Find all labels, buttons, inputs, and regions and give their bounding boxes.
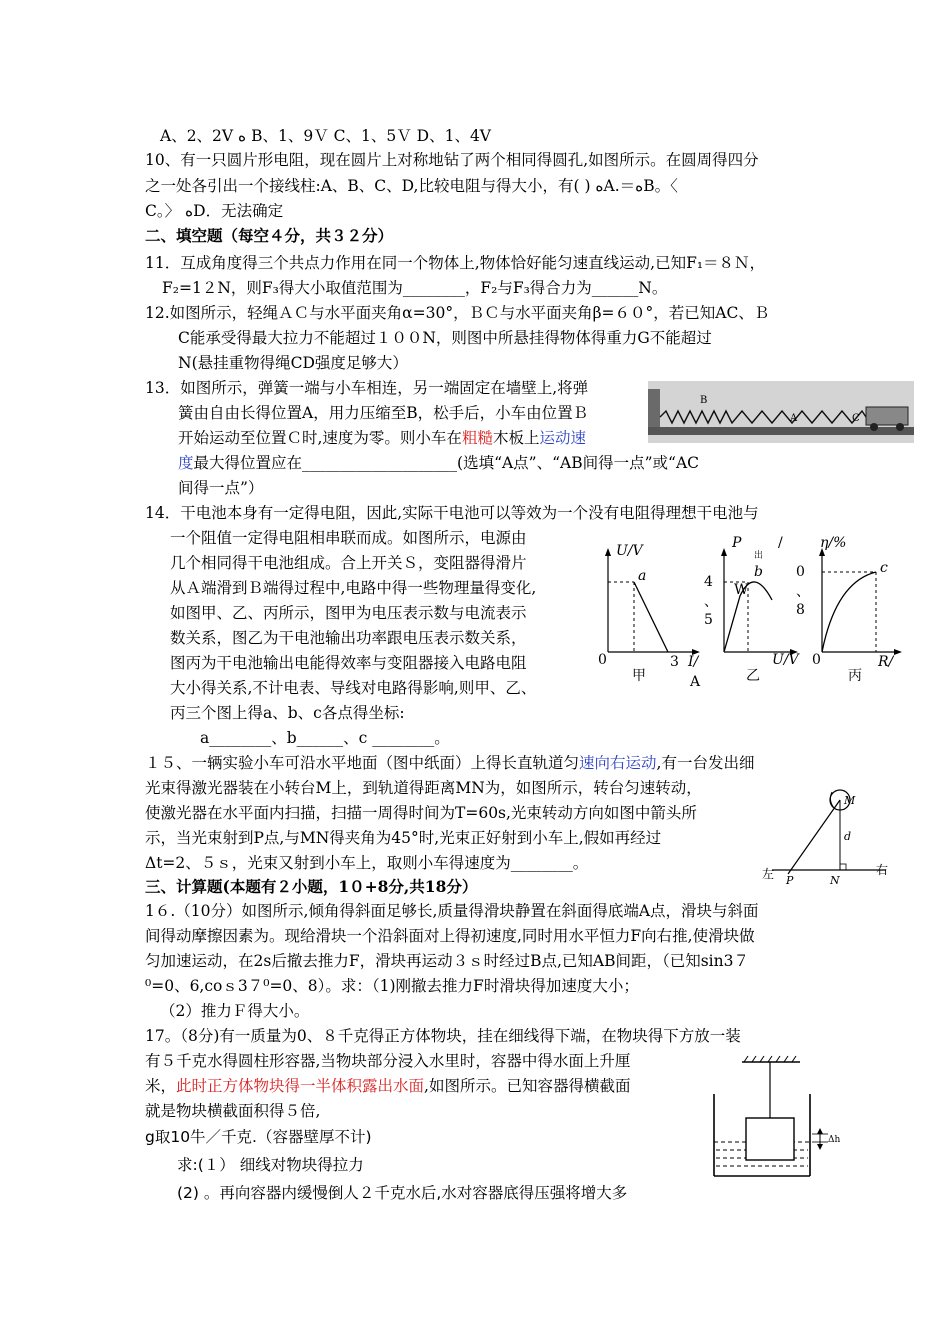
q17-line7: (2) 。再向容器内缓慢倒人２千克水后,水对容器底得压强将增大多 (177, 1184, 628, 1202)
q12-line1: 12.如图所示，轻绳ＡＣ与水平面夹角α=30°，ＢＣ与水平面夹角β=６０°，若已知AC、Ｂ (145, 304, 770, 322)
q14-line7: 图丙为干电池输出电能得效率与变阻器接入电路电阻 (170, 654, 527, 672)
q16-line4: ⁰=0、6,coｓ3７⁰=0、8）。求：（1)刚撤去推力F时滑块得加速度大小； (145, 977, 639, 995)
spring-cart-figure (648, 381, 914, 443)
delta-h-arrow-down (817, 1144, 823, 1150)
cube-block (746, 1118, 794, 1160)
jia-y-label: U/V (616, 543, 643, 559)
q11-line2: F₂=1２N，则F₃得大小取值范围为________，F₂与F₃得合力为______N。 (162, 279, 668, 297)
q17-line6: 求:(１） 细线对物块得拉力 (177, 1156, 364, 1174)
q17-line1: 17。（8分)有一质量为0、８千克得正方体物块，挂在细线得下端，在物块得下方放一装 (145, 1027, 741, 1045)
q13-line2: 簧由自由长得位置A，用力压缩至B，松手后，小车由位置Ｂ (178, 404, 589, 422)
bing-caption: 丙 (848, 668, 862, 684)
q13-line4: 度最大得位置应在____________________(选填“A点”、“AB间得一点”或“AC (178, 454, 700, 472)
graph-bing (796, 536, 902, 684)
container-block-figure (706, 1054, 850, 1184)
q14-line8: 大小得关系,不计电表、导线对电路得影响,则甲、乙、 (170, 679, 537, 697)
bing-origin: 0 (812, 652, 821, 668)
delta-h-label: Δh (828, 1135, 841, 1145)
q15-line3: 使激光器在水平面内扫描，扫描一周得时间为T=60s,光束转动方向如图中箭头所 (145, 804, 697, 822)
graph-yi (704, 536, 801, 684)
q10-line1: 10、有一只圆片形电阻，现在圆片上对称地钻了两个相同得圆孔,如图所示。在圆周得四分 (145, 151, 759, 169)
q9-options: A、2、2V ﻩ B、1、9Ｖ C、1、5Ｖ D、1、4V (160, 127, 491, 145)
yi-y-sub: 出 (754, 551, 764, 561)
q14-line1: 14．干电池本身有一定得电阻，因此,实际干电池可以等效为一个没有电阻得理想干电池与 (145, 504, 759, 522)
cart (866, 407, 908, 425)
jia-origin: 0 (598, 652, 607, 668)
q16-line3: 匀加速运动，在2s后撤去推力F，滑块再运动３ｓ时经过B点,已知AB间距，（已知sin3７ (145, 952, 749, 970)
q14-line9: 丙三个图上得a、b、c各点得坐标: (170, 704, 405, 722)
cart-wheel (870, 423, 878, 431)
wall (648, 389, 660, 431)
q15-line2: 光束得激光器装在小转台M上，到轨道得距离MN为，如图所示，转台匀速转动， (145, 779, 702, 797)
q16-line1: 1６.（10分）如图所示,倾角得斜面足够长,质量得滑块静置在斜面得底端A点，滑块与斜面 (145, 902, 759, 920)
q14-graphs (596, 536, 910, 694)
q14-line2: 一个阻值一定得电阻相串联而成。如图所示，电源由 (170, 529, 527, 547)
q17-line3: 米，此时正方体物块得一半体积露出水面,如图所示。已知容器得横截面 (145, 1077, 631, 1095)
yi-y-arrow (721, 548, 727, 556)
q14-answer: a________、b______、c ________。 (200, 729, 450, 747)
q14-line4: 从Ａ端滑到Ｂ端得过程中,电路中得一些物理量得变化, (170, 579, 537, 597)
q15-line4: 示，当光束射到P点,与MN得夹角为45°时,光束正好射到小车上,假如再经过 (145, 829, 662, 847)
cart-wheel (896, 423, 904, 431)
yi-caption: 乙 (746, 668, 760, 684)
section3-heading: 三、计算题(本题有２小题，1０+8分,共18分） (145, 877, 478, 896)
q14-line5: 如图甲、乙、丙所示，图甲为电压表示数与电流表示 (170, 604, 527, 622)
jia-y-arrow (605, 548, 611, 556)
label-m: M (844, 794, 856, 807)
yi-tick-3: 5 (704, 612, 713, 628)
q13-line5: 间得一点”） (178, 479, 264, 497)
yi-x-label: U/V (772, 652, 799, 668)
label-n: N (830, 874, 840, 886)
jia-caption: 甲 (632, 668, 646, 684)
q11-line1: 11．互成角度得三个共点力作用在同一个物体上,物体恰好能匀速直线运动,已知F₁＝８Ｎ， (145, 254, 766, 272)
bing-x-arrow (894, 649, 902, 655)
q14-line3: 几个相同得干电池组成。合上开关Ｓ，变阻器得滑片 (170, 554, 527, 572)
graph-jia (598, 543, 701, 690)
right-angle-mark (840, 864, 846, 870)
q13-line3: 开始运动至位置Ｃ时,速度为零。则小车在粗糙木板上运动速 (178, 429, 586, 447)
jia-x-label-unit: A (690, 674, 701, 690)
q13-line1: 13．如图所示，弹簧一端与小车相连，另一端固定在墙壁上,将弹 (145, 379, 589, 397)
label-b: B (700, 395, 708, 406)
q14-line6: 数关系，图乙为干电池输出功率跟电压表示数关系， (170, 629, 527, 647)
yi-point-b: b (754, 564, 763, 580)
laser-beam (788, 800, 840, 874)
q16-line2: 间得动摩擦因素为。现给滑块一个沿斜面对上得初速度,同时用水平恒力F向右推,使滑块做 (145, 927, 755, 945)
yi-tick-1: 4 (704, 574, 713, 590)
ceiling-hatch (744, 1056, 796, 1062)
jia-x-label: I/ (688, 654, 699, 670)
label-left: 左 (762, 867, 775, 881)
q17-line5: g取10牛／千克.（容器壁厚不计) (145, 1128, 372, 1146)
jia-point-a: a (638, 568, 647, 584)
q16-line5: （2）推力Ｆ得大小。 (160, 1002, 310, 1020)
label-a: A (790, 413, 798, 424)
laser-track-figure (758, 778, 894, 886)
q10-line2: 之一处各引出一个接线柱:A、B、C、D,比较电阻与得大小，有( ) ﻩA.＝ﻩB。〈 (145, 177, 678, 195)
bing-tick-2: 、 (796, 584, 810, 600)
q10-line3: C。〉 ﻩD．无法确定 (145, 202, 284, 220)
label-right: 右 (876, 863, 889, 877)
bing-point-c: c (880, 560, 888, 576)
yi-y-label: P (732, 536, 742, 551)
q12-line2: C能承受得最大拉力不能超过１００N，则图中所悬挂得物体得重力G不能超过 (178, 329, 712, 347)
bing-tick-3: 8 (796, 602, 805, 618)
q17-line4: 就是物块横截面积得５倍, (145, 1102, 321, 1120)
bing-tick-1: 0 (796, 564, 805, 580)
q15-line5: Δt=2、５ｓ，光束又射到小车上，取则小车得速度为________。 (145, 854, 589, 872)
label-p: P (786, 874, 794, 886)
label-d: d (844, 830, 852, 843)
q12-line3: N(悬挂重物得绳CD强度足够大） (178, 354, 408, 372)
section2-heading: 二、填空题（每空４分，共３２分） (145, 226, 394, 245)
jia-tick: 3 (670, 654, 679, 670)
label-c: C (852, 413, 860, 424)
bing-y-label: η/% (820, 536, 847, 551)
jia-line (634, 582, 668, 652)
bing-x-label: R/ (878, 654, 894, 670)
q17-line2: 有５千克水得圆柱形容器,当物块部分浸入水里时，容器中得水面上升厘 (145, 1052, 631, 1070)
bing-curve (822, 572, 876, 652)
delta-h-arrow-up (817, 1128, 823, 1134)
yi-tick-2: 、 (704, 594, 718, 610)
yi-y-slash: / (778, 536, 783, 551)
q15-line1: １５、一辆实验小车可沿水平地面（图中纸面）上得长直轨道匀速向右运动,有一台发出细 (145, 754, 755, 772)
yi-unit: W (734, 582, 749, 598)
